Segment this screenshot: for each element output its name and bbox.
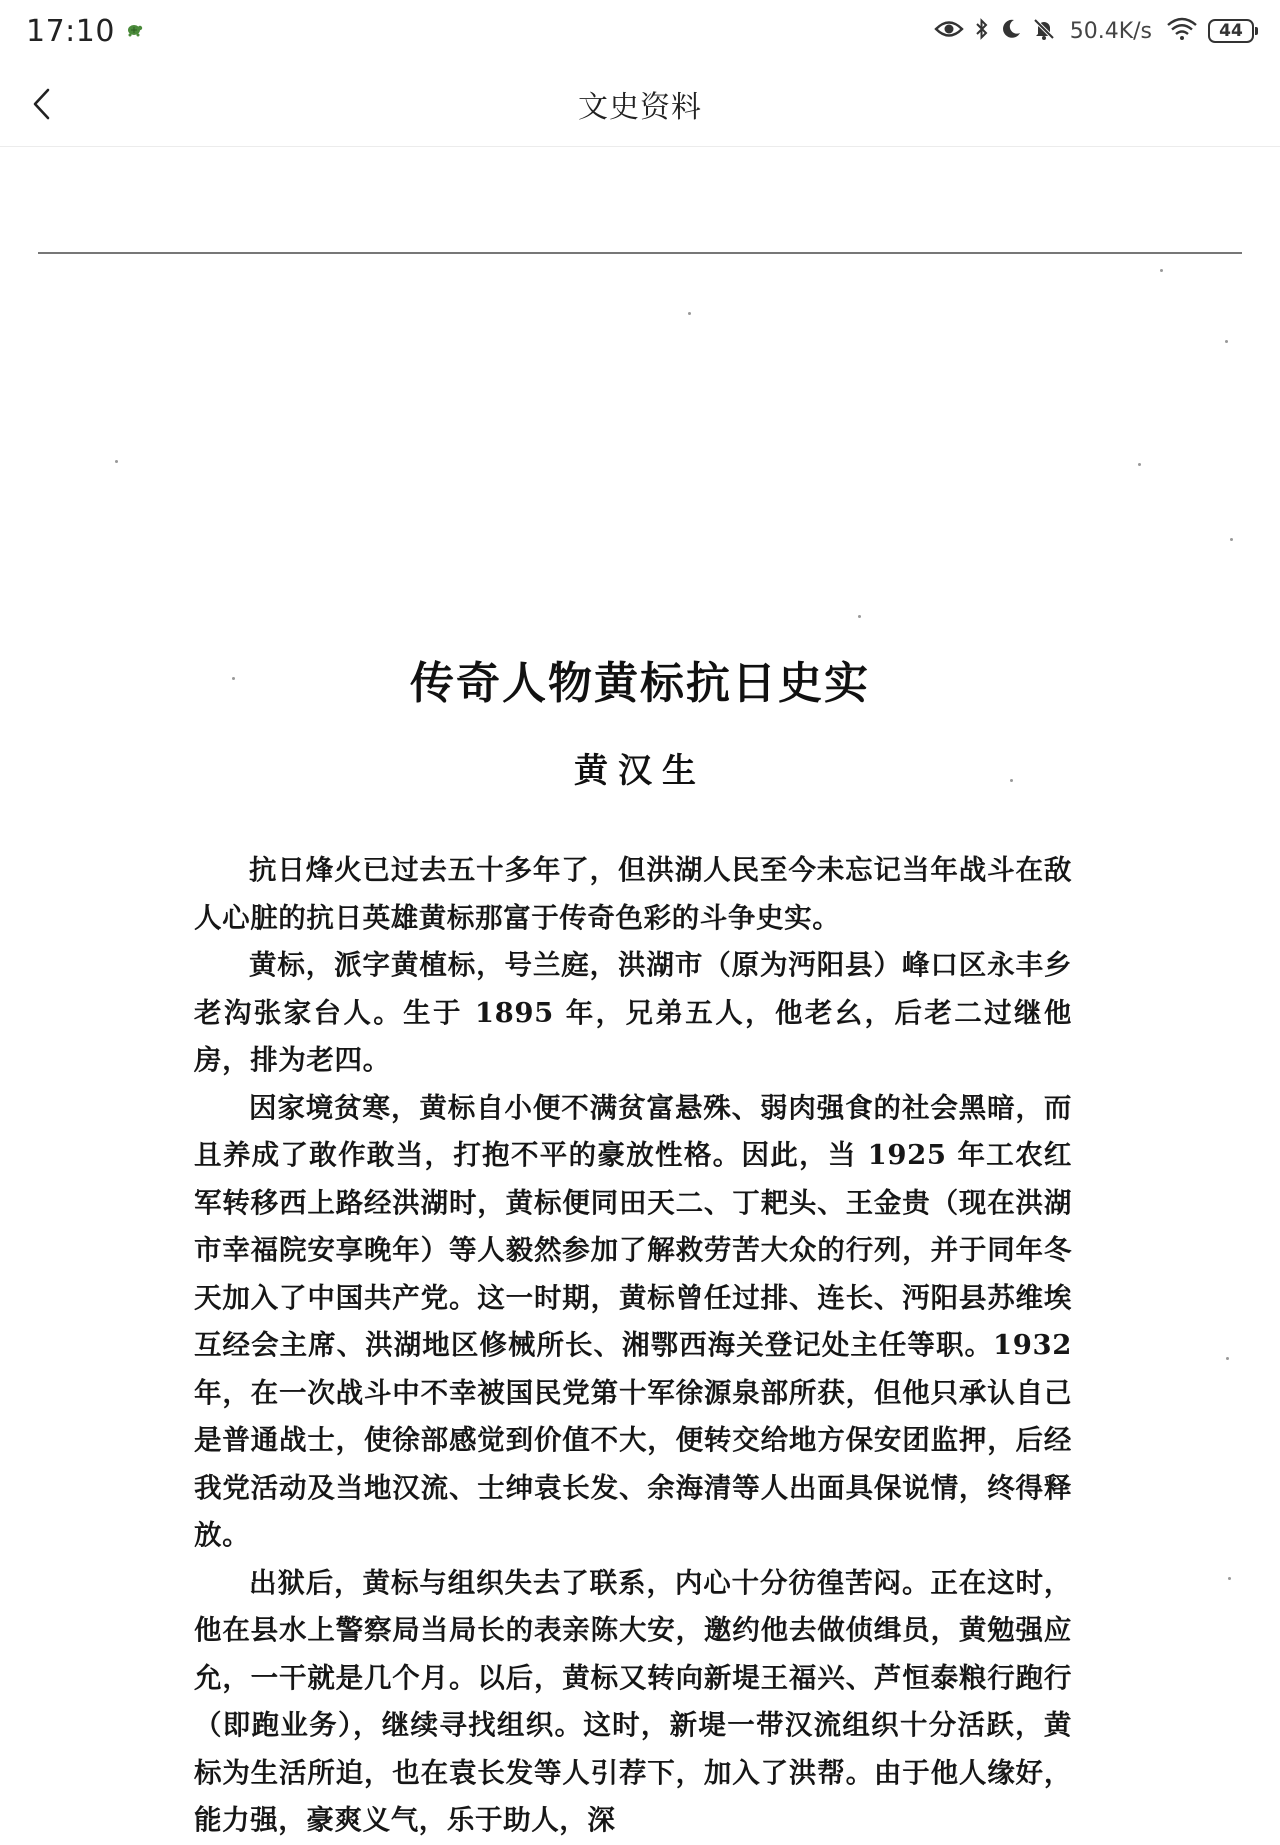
status-bar — [0, 0, 1280, 62]
battery-level: 44 — [1219, 21, 1243, 41]
body-paragraph: 出狱后，黄标与组织失去了联系，内心十分彷徨苦闷。正在这时，他在县水上警察局当局长的表亲陈大安，邀约他去做侦缉员，黄勉强应允，一干就是几个月。以后，黄标又转向新堤王福兴、芦恒泰粮行跑行（即跑业务），继续寻找组织。这时，新堤一带汉流组织十分活跃，黄标为生活所迫，也在袁长发等人引荐下，加入了洪帮。由于他人缘好，能力强，豪爽义气，乐于助人，深 — [194, 1566, 1072, 1836]
document-viewer[interactable] — [0, 147, 1280, 1844]
document-title: 传奇人物黄标抗日史实 — [410, 658, 870, 709]
scan-speck — [688, 312, 691, 315]
moon-icon — [1000, 18, 1022, 44]
scan-speck — [1226, 1357, 1229, 1360]
scan-speck — [1225, 340, 1228, 343]
document-body — [194, 847, 1072, 1845]
scan-speck — [858, 615, 861, 618]
body-paragraph: 因家境贫寒，黄标自小便不满贫富悬殊、弱肉强食的社会黑暗，而且养成了敢作敢当，打抱不平的豪放性格。因此，当 1925 年工农红军转移西上路经洪湖时，黄标便同田天二、丁耙头、王金贵（现在洪湖市幸福院安享晚年）等人毅然参加了解救劳苦大众的行列，并于同年冬天加入了中国共产党。这一时期，黄标曾任过排、连长、沔阳县苏维埃互经会主席、洪湖地区修械所长、湘鄂西海关登记处主任等职。1932 年，在一次战斗中不幸被国民党第十军徐源泉部所获，但他只承认自己是普通战士，使徐部感觉到价值不大，便转交给地方保安团监押，后经我党活动及当地汉流、士绅袁长发、余海清等人出面具保说情，终得释放。 — [194, 1091, 1072, 1551]
body-paragraph: 抗日烽火已过去五十多年了，但洪湖人民至今未忘记当年战斗在敌人心脏的抗日英雄黄标那富于传奇色彩的斗争史实。 — [194, 854, 1072, 934]
scan-speck — [1228, 1577, 1231, 1580]
scan-speck — [1138, 463, 1141, 466]
status-time: 17:10 — [26, 13, 115, 49]
battery-icon — [1208, 19, 1254, 43]
net-speed: 50.4K/s — [1069, 18, 1152, 44]
chevron-left-icon — [31, 87, 53, 121]
wifi-icon — [1166, 17, 1198, 45]
scan-speck — [1230, 538, 1233, 541]
nav-title: 文史资料 — [578, 90, 702, 125]
status-right — [934, 17, 1254, 45]
status-left — [26, 14, 143, 49]
body-paragraph: 黄标，派字黄植标，号兰庭，洪湖市（原为沔阳县）峰口区永丰乡老沟张家台人。生于 1895 年，兄弟五人，他老幺，后老二过继他房，排为老四。 — [194, 949, 1072, 1076]
page-header-rule — [38, 252, 1242, 254]
nav-bar — [0, 62, 1280, 147]
document-author: 黄汉生 — [574, 751, 706, 791]
back-button[interactable] — [18, 80, 66, 128]
bluetooth-icon — [974, 17, 990, 45]
eye-icon — [934, 18, 964, 44]
scan-speck — [1160, 269, 1163, 272]
bell-off-icon — [1032, 17, 1056, 45]
scan-speck — [115, 460, 118, 463]
turtle-app-icon — [125, 21, 143, 41]
